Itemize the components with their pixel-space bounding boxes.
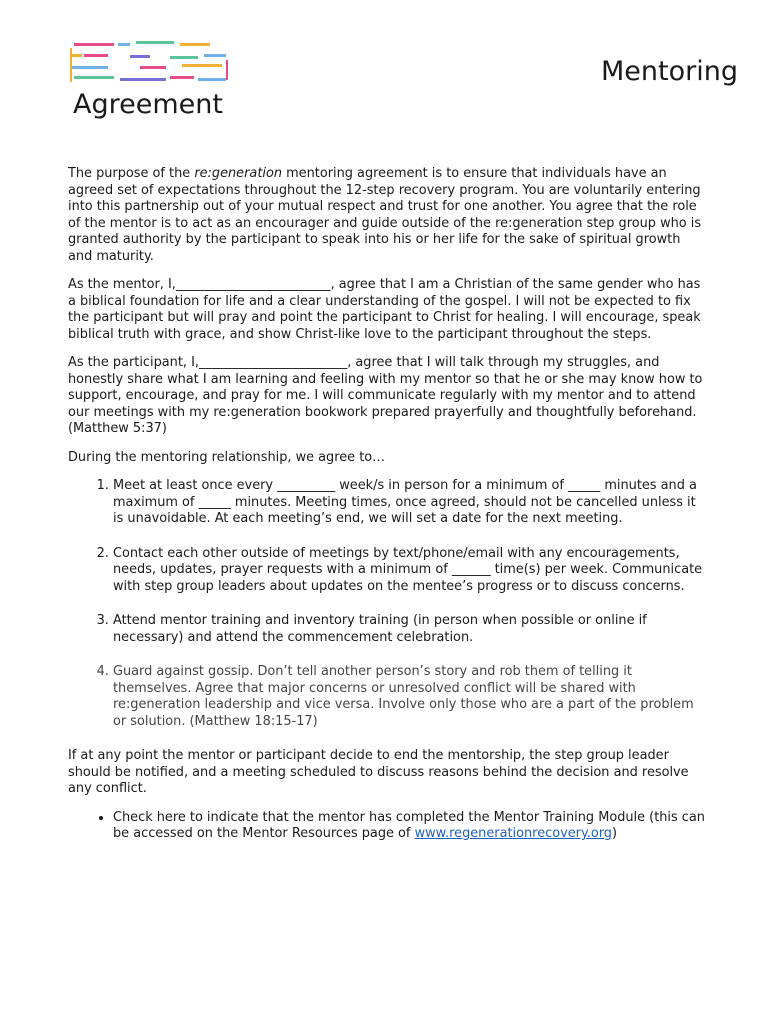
intro-emphasis: re:generation [194,166,283,181]
agreement-item-4: 4. Guard against gossip. Don’t tell another person’s story and rob them of telling it themselves. Agree that major concerns or unresolved conflict will be shared with re:generation leadership and vice versa. Involve only those who are a part of the problem or solution. (Matthew 18:15-17) [113,664,708,730]
intro-text-start: The purpose of the [68,166,195,181]
mentor-paragraph: As the mentor, I,________________________, agree that I am a Christian of the same gender who has a biblical foundation for life and a clear understanding of the gospel. I will not be expected to fix the participant but will pray and point the participant to Christ for healing. I will encourage, speak biblical truth with grace, and show Christ-like love to the participant throughout the steps. [68,277,701,342]
document-title-line-1: Mentoring [601,56,738,87]
checklist-suffix: ) [611,826,618,841]
regeneration-website-link[interactable]: www.regenerationrecovery.org [414,826,612,841]
participant-paragraph: As the participant, I,_______________________, agree that I will talk through my struggles, and honestly share what I am learning and feeling with my mentor so that he or she may know how to support, encourage, and pray for me. I will communicate regularly with my mentor and to attend our meetings with my re:generation bookwork prepared prayerfully and thoughtfully beforehand. (Matthew 5:37) [68,355,703,436]
agreement-item-1: 1. Meet at least once every _________ week/s in person for a minimum of _____ minutes and a maximum of _____ minutes. Meeting times, once agreed, should not be cancelled unless it is unavoidable. At each meeting’s end, we will set a date for the next meeting. [113,478,708,528]
agreement-list [68,478,708,730]
document-title-line-2: Agreement [73,89,223,120]
agreement-body [68,166,708,843]
agreement-item-3: 3. Attend mentor training and inventory training (in person when possible or online if necessary) and attend the commencement celebration. [113,613,708,646]
checklist [68,810,708,843]
agree-intro: During the mentoring relationship, we agree to… [68,449,386,465]
end-paragraph: If at any point the mentor or participant decide to end the mentorship, the step group leader should be notified, and a meeting scheduled to discuss reasons behind the decision and resolve any conflict. [68,748,689,796]
regeneration-logo [70,40,232,86]
checklist-text: Check here to indicate that the mentor has completed the Mentor Training Module (this can be accessed on the Mentor Resources page of [113,809,705,841]
agreement-item-2: 2. Contact each other outside of meetings by text/phone/email with any encouragements, needs, updates, prayer requests with a minimum of ______ time(s) per week. Communicate with step group leaders about updates on the mentee’s progress or to discuss concerns. [113,546,708,596]
checklist-item[interactable] [113,810,708,843]
intro-text-end: mentoring agreement is to ensure that individuals have an agreed set of expectations throughout the 12-step recovery program. You are voluntarily entering into this partnership out of your mutual respect and trust for one another. You agree that the role of the mentor is to act as an encourager and guide outside of the re:generation step group who is granted authority by the participant to speak into his or her life for the sake of spiritual growth and maturity. [68,166,702,264]
intro-paragraph [68,166,708,265]
